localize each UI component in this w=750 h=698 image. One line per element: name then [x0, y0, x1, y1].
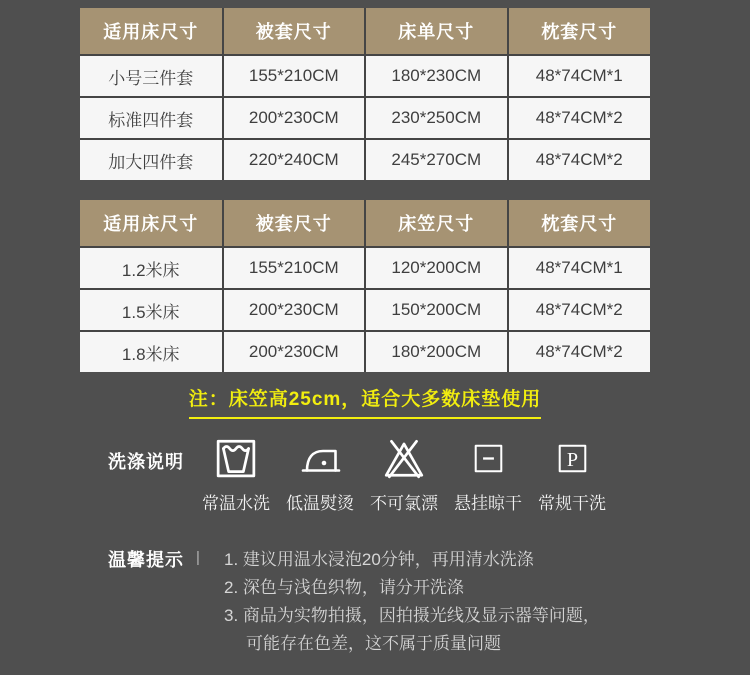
table-cell: 220*240CM	[223, 139, 366, 180]
wash-basin-icon	[215, 435, 257, 481]
fitted-sheet-size-table	[80, 200, 650, 372]
table-cell: 48*74CM*2	[508, 331, 651, 372]
table-cell: 48*74CM*2	[508, 289, 651, 331]
column-header: 被套尺寸	[223, 200, 366, 247]
wash-item-label: 常规干洗	[538, 494, 606, 513]
table-cell: 48*74CM*2	[508, 139, 651, 180]
table-cell: 230*250CM	[365, 97, 508, 139]
wash-item-label: 悬挂晾干	[454, 494, 522, 513]
warm-tips-section	[80, 546, 650, 658]
table-cell: 小号三件套	[80, 55, 223, 97]
tips-divider: |	[196, 549, 200, 566]
table-cell: 120*200CM	[365, 247, 508, 289]
wash-item	[530, 435, 614, 514]
column-header: 床单尺寸	[365, 8, 508, 55]
content-area	[80, 8, 650, 658]
table-cell: 48*74CM*2	[508, 97, 651, 139]
table-cell: 155*210CM	[223, 55, 366, 97]
tip-line: 可能存在色差，这不属于质量问题	[246, 634, 501, 653]
note-text: 注：床笠高25cm，适合大多数床垫使用	[189, 384, 542, 419]
table-cell: 1.5米床	[80, 289, 223, 331]
table-cell: 200*230CM	[223, 97, 366, 139]
header-row	[80, 8, 650, 55]
table-cell: 200*230CM	[223, 289, 366, 331]
table-row	[80, 55, 650, 97]
tip-line: 3. 商品为实物拍摄，因拍摄光线及显示器等问题，	[224, 606, 600, 625]
table-cell: 200*230CM	[223, 331, 366, 372]
header-row	[80, 200, 650, 247]
table-row	[80, 331, 650, 372]
wash-item	[362, 435, 446, 514]
table-row	[80, 139, 650, 180]
washing-instructions-section	[80, 435, 650, 514]
dry-clean-icon	[557, 435, 588, 481]
table-cell: 加大四件套	[80, 139, 223, 180]
column-header: 被套尺寸	[223, 8, 366, 55]
wash-item	[446, 435, 530, 514]
table-cell: 245*270CM	[365, 139, 508, 180]
tips-section-label: 温馨提示	[108, 550, 184, 570]
wash-item	[194, 435, 278, 514]
table-cell: 48*74CM*1	[508, 247, 651, 289]
fitted-sheet-note	[80, 384, 650, 419]
table-cell: 180*230CM	[365, 55, 508, 97]
table-row	[80, 289, 650, 331]
tip-line: 1. 建议用温水浸泡20分钟，再用清水洗涤	[224, 550, 534, 569]
tips-text-block	[224, 546, 600, 658]
svg-text:P: P	[566, 448, 578, 471]
column-header: 床笠尺寸	[365, 200, 508, 247]
washing-icon-list	[194, 435, 614, 514]
column-header: 适用床尺寸	[80, 8, 223, 55]
column-header: 枕套尺寸	[508, 200, 651, 247]
iron-icon	[296, 435, 344, 481]
wash-item-label: 不可氯漂	[370, 494, 438, 513]
wash-item	[278, 435, 362, 514]
tip-line: 2. 深色与浅色织物，请分开洗涤	[224, 578, 464, 597]
table-cell: 150*200CM	[365, 289, 508, 331]
table-row	[80, 97, 650, 139]
table-cell: 1.2米床	[80, 247, 223, 289]
table-cell: 155*210CM	[223, 247, 366, 289]
bedding-set-size-table	[80, 8, 650, 180]
wash-item-label: 低温熨烫	[286, 494, 354, 513]
hang-dry-icon	[473, 435, 504, 481]
table-cell: 48*74CM*1	[508, 55, 651, 97]
table-cell: 180*200CM	[365, 331, 508, 372]
table-cell: 1.8米床	[80, 331, 223, 372]
column-header: 枕套尺寸	[508, 8, 651, 55]
no-bleach-icon	[381, 435, 427, 481]
wash-item-label: 常温水洗	[202, 494, 270, 513]
table-cell: 标准四件套	[80, 97, 223, 139]
bottom-white-strip	[0, 675, 750, 698]
washing-section-label: 洗涤说明	[108, 452, 184, 472]
column-header: 适用床尺寸	[80, 200, 223, 247]
table-row	[80, 247, 650, 289]
